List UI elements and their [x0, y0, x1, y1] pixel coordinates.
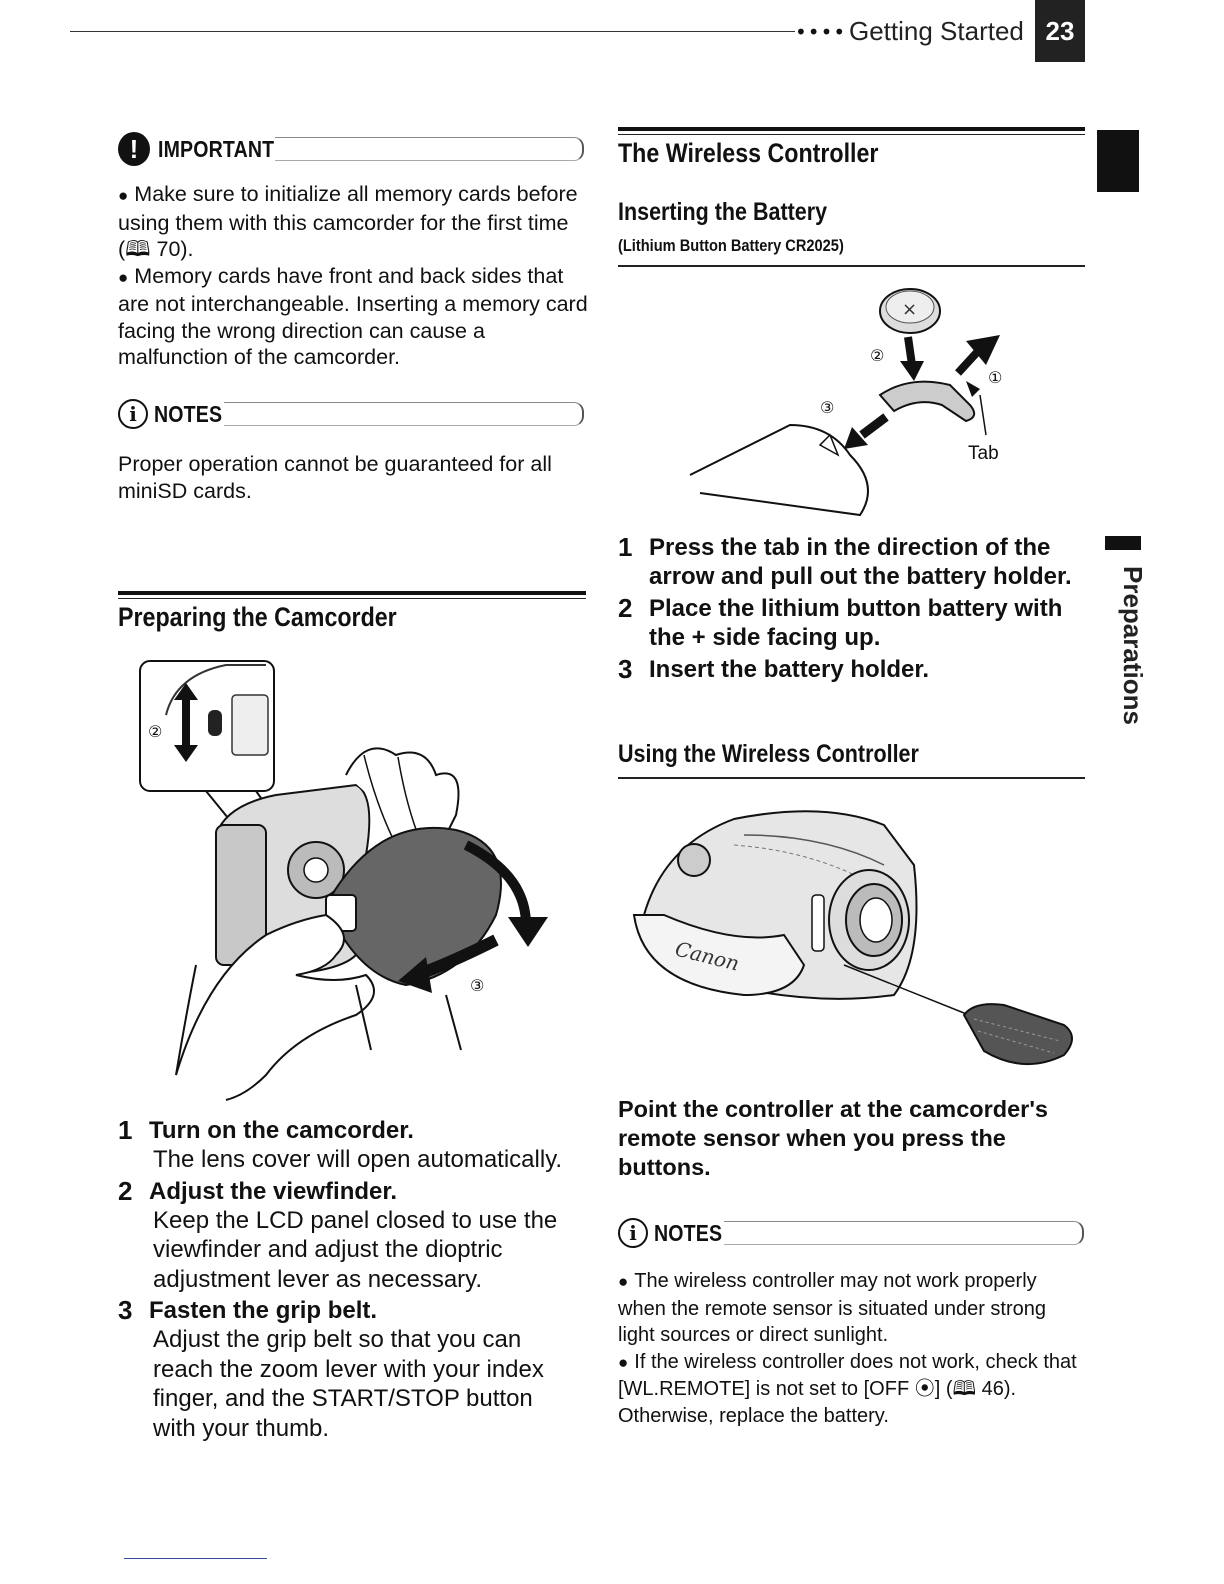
notes-left-header-bar [224, 402, 584, 426]
notes-right-header-bar [724, 1221, 1084, 1245]
using-controller-title: Using the Wireless Controller [618, 740, 919, 768]
notes-left-header [118, 399, 584, 429]
important-bullet-2: ● Memory cards have front and back sides that are not interchangeable. Inserting a memory card facing the wrong direction can cause a malfunction of the camcorder. [118, 263, 588, 371]
header-rule [70, 31, 795, 32]
notes-right-title: NOTES [654, 1219, 723, 1246]
wireless-top-rule [618, 127, 1085, 131]
battery-step-2 [618, 594, 1088, 652]
step-title: Press the tab in the direction of the arrow and pull out the battery holder. [649, 534, 1072, 590]
inserting-battery-title: Inserting the Battery [618, 198, 828, 226]
battery-insertion-illustration [680, 285, 1040, 525]
wireless-title: The Wireless Controller [618, 138, 879, 168]
step-title: Place the lithium button battery with the + side facing up. [649, 595, 1063, 651]
preparing-step-1 [118, 1116, 598, 1175]
camcorder-brand: Canon [672, 936, 742, 976]
illus-label-2: ② [148, 722, 163, 741]
battery-steps [618, 533, 1088, 684]
important-body [118, 181, 588, 371]
preparing-step-3 [118, 1296, 598, 1443]
step-number: 3 [118, 1295, 133, 1325]
step-number: 2 [118, 1175, 133, 1206]
battery-type-note: (Lithium Button Battery CR2025) [618, 236, 844, 255]
important-icon: ! [118, 132, 150, 166]
camcorder-remote-illustration [624, 805, 1084, 1075]
battery-label-tab: Tab [968, 443, 999, 464]
step-number: 3 [618, 654, 633, 684]
preparing-title: Preparing the Camcorder [118, 602, 397, 632]
battery-label-2: ② [870, 346, 885, 365]
preparing-top-rule [118, 591, 586, 595]
page-number: 23 [1035, 0, 1085, 62]
important-title: IMPORTANT [158, 135, 275, 162]
step-description: The lens cover will open automatically. [153, 1146, 563, 1173]
wireless-top-rule-thin [618, 134, 1085, 135]
illus-label-3: ③ [470, 976, 485, 995]
battery-label-1: ① [988, 368, 1003, 387]
step-number: 1 [618, 532, 633, 562]
notes-right-header [618, 1218, 1084, 1248]
notes-left-title: NOTES [154, 400, 223, 427]
notes-right-bullet-1: ● The wireless controller may not work properly when the remote sensor is situated under strong light sources or direct sunlight. [618, 1268, 1088, 1349]
step-title: Turn on the camcorder. [149, 1117, 414, 1144]
header-section-title: Getting Started [849, 16, 1024, 46]
point-controller-instruction: Point the controller at the camcorder's remote sensor when you press the buttons. [618, 1096, 1048, 1180]
footer-rule [124, 1558, 267, 1559]
step-number: 2 [618, 593, 633, 623]
step-title: Fasten the grip belt. [149, 1297, 378, 1324]
battery-step-1 [618, 533, 1088, 591]
preparing-steps [118, 1116, 598, 1443]
using-controller-rule [618, 777, 1085, 779]
camcorder-grip-illustration [136, 655, 566, 1105]
info-icon: i [618, 1218, 648, 1248]
step-description: Keep the LCD panel closed to use the viewfinder and adjust the dioptric adjustment lever as necessary. [153, 1206, 558, 1293]
side-chapter-label: Preparations [1118, 566, 1148, 725]
step-description: Adjust the grip belt so that you can reach the zoom lever with your index finger, and the START/STOP button with your thumb. [153, 1326, 544, 1442]
chapter-edge-marker-small [1105, 536, 1141, 550]
preparing-step-2 [118, 1177, 598, 1295]
notes-left-body: Proper operation cannot be guaranteed for all miniSD cards. [118, 452, 552, 503]
important-bullet-1: ● Make sure to initialize all memory cards before using them with this camcorder for the first time (🕮 70). [118, 181, 588, 263]
svg-text:×: × [902, 299, 918, 320]
notes-right-bullet-2: ● If the wireless controller does not work, check that [WL.REMOTE] is not set to [OFF ⦿] (🕮 46). Otherwise, replace the battery. [618, 1349, 1088, 1430]
step-title: Insert the battery holder. [649, 656, 930, 683]
step-title: Adjust the viewfinder. [149, 1177, 398, 1205]
preparing-top-rule-thin [118, 598, 586, 599]
header-dots: •••• [795, 20, 847, 44]
info-icon: i [118, 399, 148, 429]
step-number: 1 [118, 1115, 133, 1145]
inserting-battery-rule [618, 265, 1085, 267]
important-header-bar [275, 137, 584, 161]
important-header [118, 132, 584, 166]
notes-right-body [618, 1268, 1088, 1429]
chapter-edge-marker [1097, 130, 1139, 192]
battery-label-3: ③ [820, 398, 835, 417]
battery-step-3 [618, 655, 1088, 684]
